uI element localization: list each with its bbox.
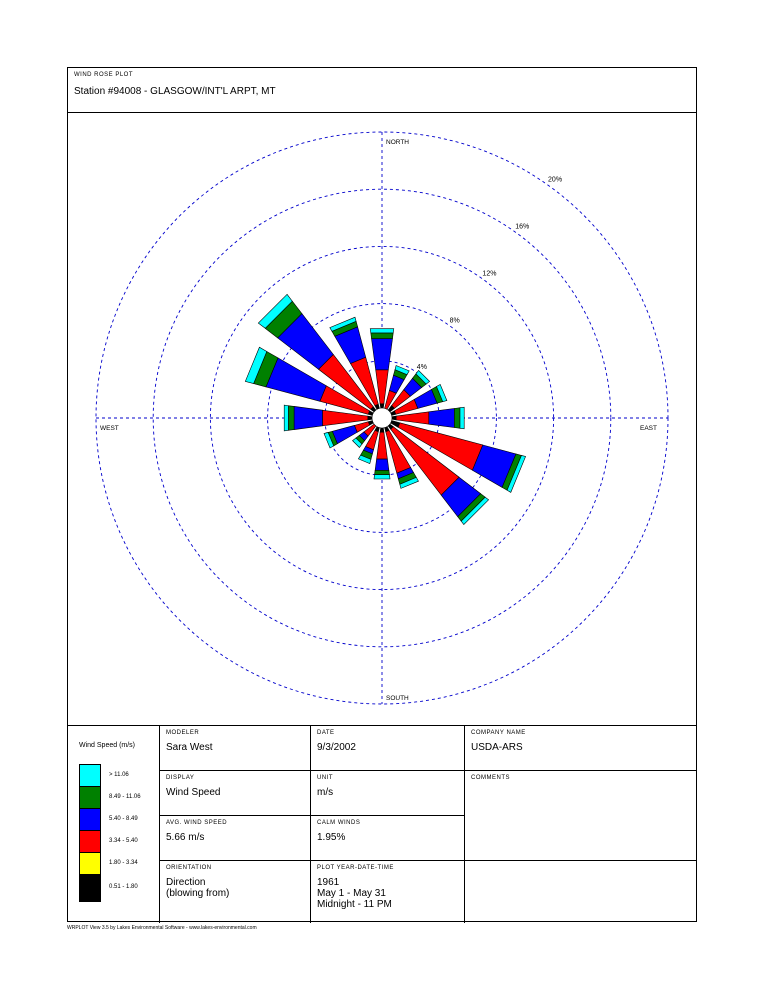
avg-speed-label: AVG. WIND SPEED — [166, 820, 228, 826]
modeler-value: Sara West — [166, 742, 213, 753]
orientation-line2: (blowing from) — [166, 888, 230, 899]
comments-cell — [465, 771, 697, 861]
period-value — [317, 877, 392, 910]
petal-E-bin-3 — [396, 412, 429, 424]
petal-W-bin-2 — [294, 406, 322, 429]
petal-W-bin-1 — [288, 406, 294, 431]
petal-N-bin-2 — [372, 339, 393, 370]
legend-swatch-red — [80, 831, 100, 853]
petal-N-bin-1 — [371, 333, 393, 339]
legend-swatch-black — [80, 875, 100, 901]
wind-rose-frame — [67, 67, 697, 922]
petal-S-bin-2 — [375, 459, 389, 470]
ring-label-16: 16% — [515, 223, 530, 231]
calm-winds-value: 1.95% — [317, 832, 346, 843]
petal-N-bin-0 — [370, 329, 394, 333]
legend-range-3: 5.40 - 8.49 — [109, 816, 138, 822]
petal-E-bin-5 — [392, 416, 396, 420]
compass-label-north: NORTH — [386, 139, 409, 146]
period-label: PLOT YEAR-DATE-TIME — [317, 865, 394, 871]
compass-label-south: SOUTH — [386, 695, 409, 702]
comments-label: COMMENTS — [471, 775, 510, 781]
company-label: COMPANY NAME — [471, 730, 526, 736]
period-times: Midnight - 11 PM — [317, 899, 392, 910]
orientation-label: ORIENTATION — [166, 865, 212, 871]
company-value: USDA-ARS — [471, 742, 523, 753]
ring-label-4: 4% — [416, 364, 427, 372]
petal-N-bin-3 — [376, 370, 389, 404]
avg-speed-cell — [160, 816, 311, 861]
petal-N-bin-5 — [380, 404, 384, 408]
ring-label-20: 20% — [548, 176, 563, 184]
petal-S-bin-3 — [377, 432, 388, 459]
legend-swatches — [79, 764, 101, 902]
plot-header — [68, 68, 696, 113]
legend-range-6: 0.51 - 1.80 — [109, 884, 138, 890]
legend-range-5: 1.80 - 3.34 — [109, 860, 138, 866]
petal-W-bin-0 — [284, 405, 288, 431]
company-cell — [465, 726, 697, 771]
modeler-label: MODELER — [166, 730, 200, 736]
petal-S-bin-1 — [375, 470, 390, 474]
speed-legend — [68, 726, 160, 923]
unit-value: m/s — [317, 787, 334, 798]
legend-title: Wind Speed (m/s) — [79, 742, 136, 749]
legend-range-1: > 11.06 — [109, 772, 129, 778]
calm-circle — [372, 408, 392, 428]
legend-swatch-blue — [80, 809, 100, 831]
unit-label: UNIT — [317, 775, 333, 781]
period-dates: May 1 - May 31 — [317, 888, 386, 899]
petal-W-bin-5 — [368, 416, 372, 420]
petal-E-bin-2 — [429, 409, 455, 428]
legend-swatch-yellow — [80, 853, 100, 875]
date-cell — [311, 726, 465, 771]
display-cell — [160, 771, 311, 816]
legend-range-2: 8.49 - 11.06 — [109, 794, 141, 800]
period-year: 1961 — [317, 877, 340, 888]
orientation-cell — [160, 861, 311, 923]
compass-label-west: WEST — [100, 425, 119, 432]
orientation-line1: Direction — [166, 877, 206, 888]
compass-label-east: EAST — [640, 425, 657, 432]
petal-E-bin-1 — [454, 408, 460, 429]
display-label: DISPLAY — [166, 775, 195, 781]
date-label: DATE — [317, 730, 335, 736]
period-cell — [311, 861, 465, 923]
calm-winds-label: CALM WINDS — [317, 820, 361, 826]
calm-winds-cell — [311, 816, 465, 861]
ring-label-12: 12% — [482, 270, 497, 278]
orientation-value — [166, 877, 229, 899]
software-footer: WRPLOT View 3.5 by Lakes Environmental Software - www.lakes-environmental.com — [67, 925, 257, 931]
station-title: Station #94008 - GLASGOW/INT'L ARPT, MT — [74, 86, 276, 97]
legend-swatch-green — [80, 787, 100, 809]
wind-rose-chart — [68, 113, 696, 724]
legend-range-4: 3.34 - 5.40 — [109, 838, 138, 844]
unit-cell — [311, 771, 465, 816]
petal-E-bin-0 — [460, 407, 464, 429]
avg-speed-value: 5.66 m/s — [166, 832, 205, 843]
legend-swatch-cyan — [80, 765, 100, 787]
info-table — [68, 725, 696, 922]
date-value: 9/3/2002 — [317, 742, 356, 753]
petal-S-bin-5 — [380, 428, 384, 432]
ring-label-8: 8% — [449, 317, 460, 325]
modeler-cell — [160, 726, 311, 771]
plot-type-label: WIND ROSE PLOT — [74, 72, 134, 78]
petal-S-bin-0 — [374, 475, 390, 479]
display-value: Wind Speed — [166, 787, 221, 798]
